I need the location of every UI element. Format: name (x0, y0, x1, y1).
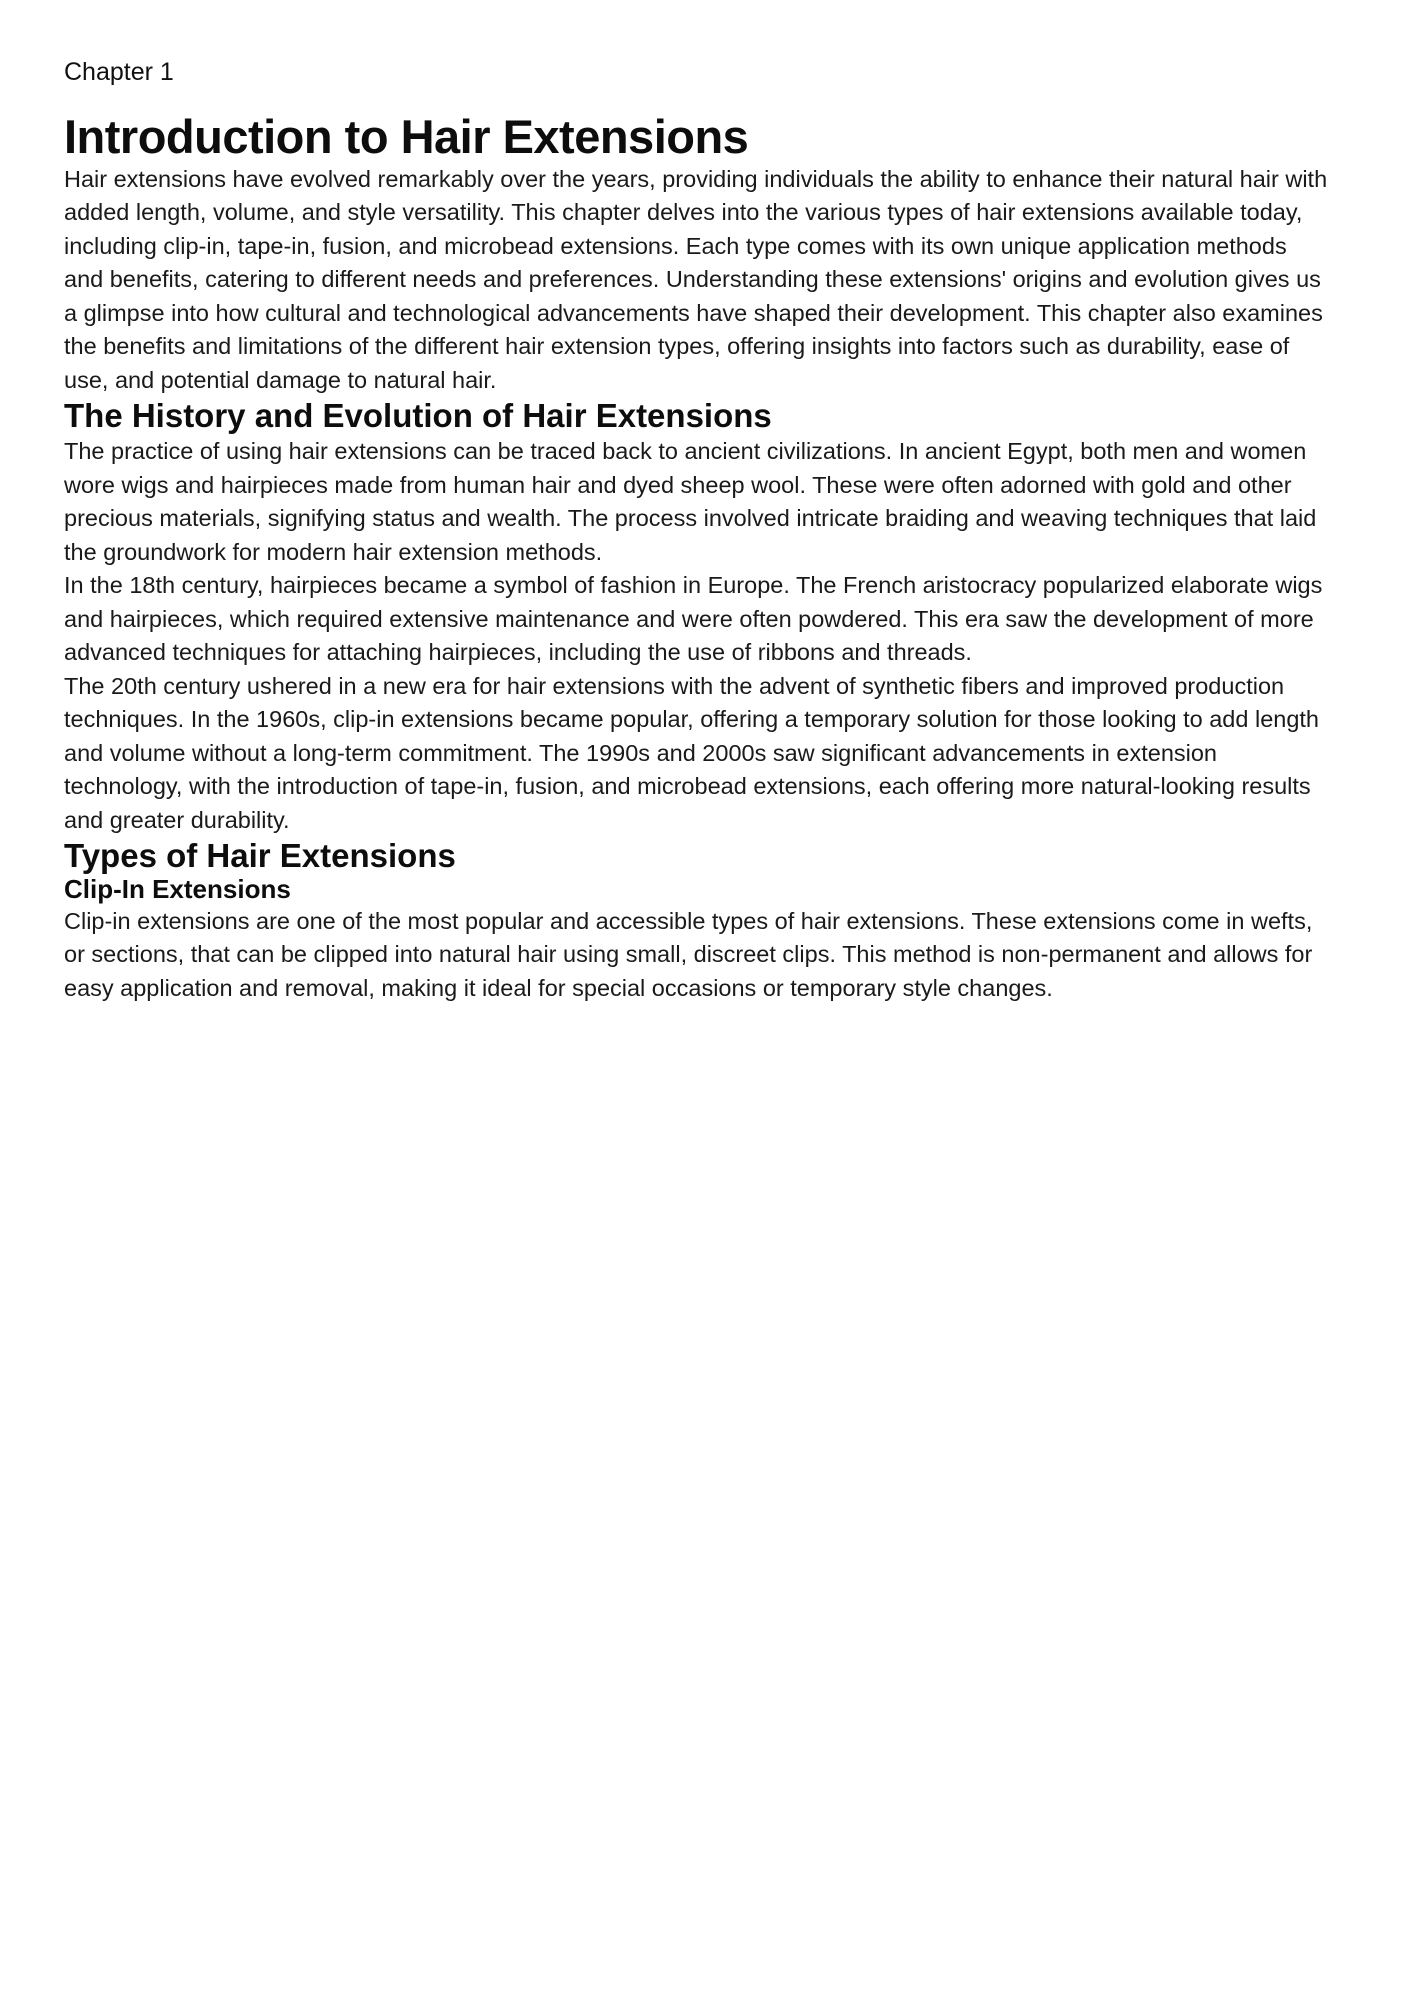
chapter-label: Chapter 1 (64, 58, 174, 86)
section-heading-history: The History and Evolution of Hair Extensions (64, 397, 772, 435)
intro-paragraph: Hair extensions have evolved remarkably over the years, providing individuals the ability to enhance their natural hair with added length, volume, and style versatility. This chapter delves into the various types of hair extensions available today, including clip-in, tape-in, fusion, and microbead extensions. Each type comes with its own unique application methods and benefits, catering to different needs and preferences. Understanding these extensions' origins and evolution gives us a glimpse into how cultural and technological advancements have shaped their development. This chapter also examines the benefits and limitations of the different hair extension types, offering insights into factors such as durability, ease of use, and potential damage to natural hair. (64, 165, 1328, 393)
chapter-title: Introduction to Hair Extensions (64, 110, 749, 163)
section-heading-types: Types of Hair Extensions (64, 837, 456, 875)
paragraph-history-18th-century: In the 18th century, hairpieces became a symbol of fashion in Europe. The French aristocracy popularized elaborate wigs and hairpieces, which required extensive maintenance and were often powdered. This era saw the development of more advanced techniques for attaching hairpieces, including the use of ribbons and threads. (64, 572, 1323, 666)
paragraph-history-20th-century: The 20th century ushered in a new era for hair extensions with the advent of synthetic fibers and improved production techniques. In the 1960s, clip-in extensions became popular, offering a temporary solution for those looking to add length and volume without a long-term commitment. The 1990s and 2000s saw significant advancements in extension technology, with the introduction of tape-in, fusion, and microbead extensions, each offering more natural-looking results and greater durability. (64, 672, 1320, 833)
paragraph-history-ancient: The practice of using hair extensions can be traced back to ancient civilizations. In ancient Egypt, both men and women wore wigs and hairpieces made from human hair and dyed sheep wool. These were often adorned with gold and other precious materials, signifying status and wealth. The process involved intricate braiding and weaving techniques that laid the groundwork for modern hair extension methods. (64, 438, 1317, 565)
subsection-heading-clip-in: Clip-In Extensions (64, 874, 291, 905)
paragraph-clip-in: Clip-in extensions are one of the most popular and accessible types of hair extensions. These extensions come in wefts, or sections, that can be clipped into natural hair using small, discreet clips. This method is non-permanent and allows for easy application and removal, making it ideal for special occasions or temporary style changes. (64, 907, 1313, 1001)
